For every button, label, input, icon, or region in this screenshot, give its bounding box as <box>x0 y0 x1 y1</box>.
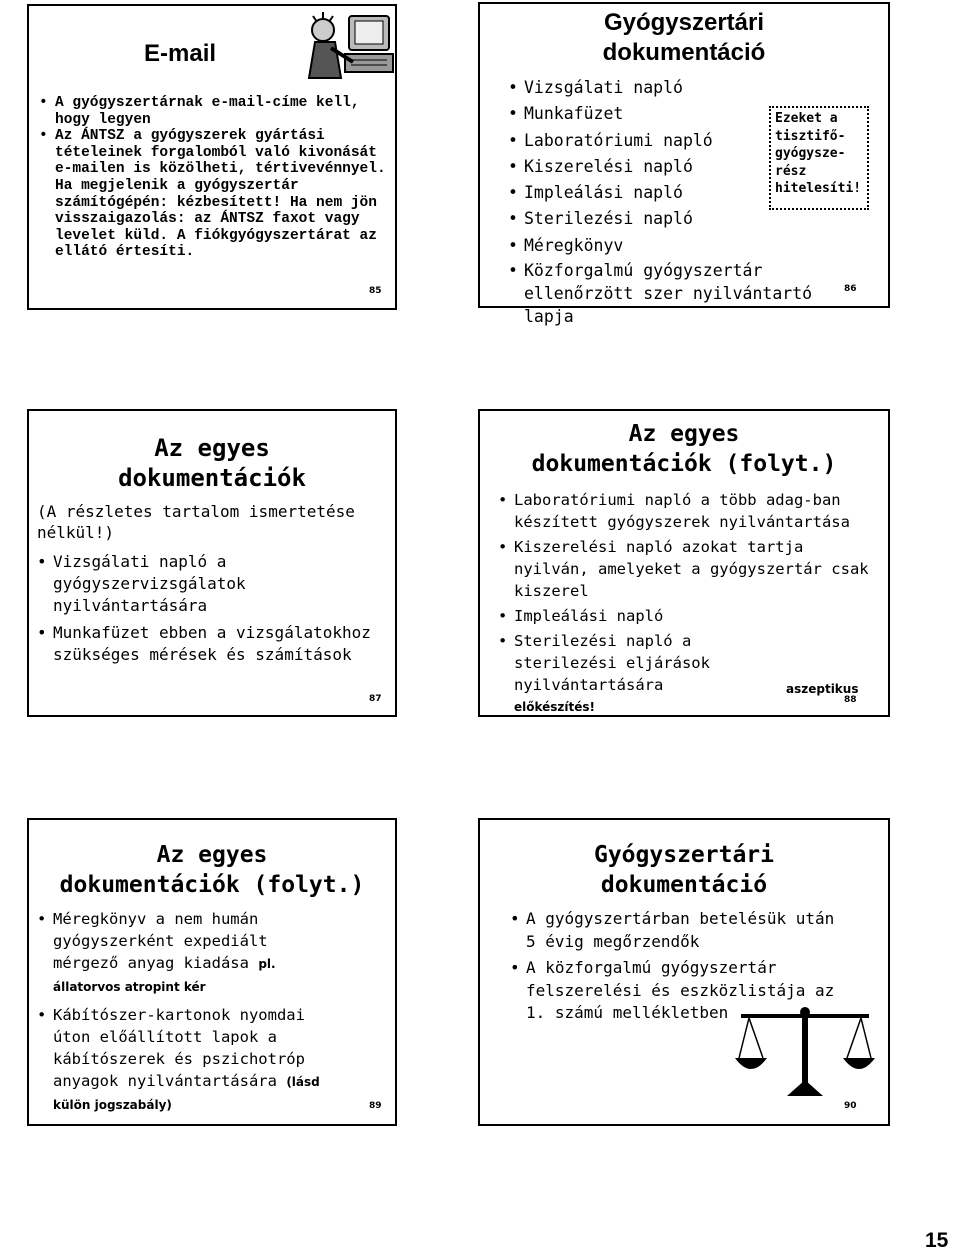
hitelesites-note <box>769 106 869 210</box>
list-item: • Impleálási napló <box>498 605 878 627</box>
list-item: • Közforgalmú gyógyszertár ellenőrzött szer nyilvántartó lapja <box>508 259 864 328</box>
slide-number: 86 <box>844 284 857 294</box>
note-line: gyógysze- <box>775 146 846 162</box>
title-line: dokumentációk <box>118 464 306 492</box>
slide-87-title <box>29 433 395 493</box>
scales-of-justice-icon <box>735 1000 875 1100</box>
list-item: • Sterilezési napló a sterilezési eljárások nyilvántartására <box>498 630 784 696</box>
frustrated-computer-user-illustration <box>301 8 397 88</box>
list-item: • Sterilezési napló <box>508 206 868 232</box>
slide-87 <box>27 409 397 717</box>
slide-86 <box>478 2 890 327</box>
slide-89-title <box>29 840 395 900</box>
list-item <box>37 908 337 998</box>
title-line: Az egyes <box>154 434 270 462</box>
title-line: Gyógyszertári <box>593 842 774 868</box>
slide-number: 87 <box>369 694 382 704</box>
note-line: rész <box>775 163 807 179</box>
slide-89-bullets <box>37 908 337 1116</box>
title-line: Gyógyszertári <box>603 9 765 36</box>
slide-87-bullets <box>37 551 382 666</box>
bullet-small-note: (lásd külön jogszabály) <box>53 1075 320 1112</box>
list-item: • Laboratóriumi napló a több adag-ban készített gyógyszerek nyilvántartása <box>498 489 878 533</box>
slide-87-intro: (A részletes tartalom ismertetése nélkül!) <box>37 502 355 542</box>
slide-number: 85 <box>369 286 382 296</box>
slide-86-title <box>480 8 888 68</box>
list-item: • Munkafüzet <box>508 101 868 127</box>
list-item: • Munkafüzet ebben a vizsgálatokhoz szükséges mérések és számítások <box>37 622 382 666</box>
list-item: • Kiszerelési napló azokat tartja nyilván, amelyeket a gyógyszertár csak kiszerel <box>498 536 878 602</box>
list-item: • Méregkönyv <box>508 233 868 259</box>
slide-90-title <box>480 840 888 900</box>
elokeszites-note: előkészítés! <box>514 700 596 714</box>
title-line: dokumentáció <box>602 39 766 66</box>
slide-number: 90 <box>844 1101 857 1111</box>
slide-89 <box>27 818 397 1126</box>
slide-85-bullets <box>39 95 389 261</box>
slide-88 <box>478 409 890 717</box>
title-line: dokumentációk (folyt.) <box>531 451 837 477</box>
list-item: • Kiszerelési napló <box>508 154 868 180</box>
title-line: dokumentáció <box>600 872 768 898</box>
bullet-small-note: pl. állatorvos atropint kér <box>53 957 276 994</box>
slide-88-title <box>480 419 888 479</box>
list-item <box>37 1004 337 1116</box>
list-item: • Az ÁNTSZ a gyógyszerek gyártási tételeinek forgalomból való kivonását e-mailen is közölheti, tértivevénnyel. Ha megjelenik a gyógyszertár számítógépén: kézbesített! Ha nem jön visszaigazolás: az ÁNTSZ faxot vagy levelet küld. A fiókgyógyszertárat az ellátó értesíti. <box>39 128 389 261</box>
aszeptikus-note: aszeptikus <box>786 682 859 696</box>
note-line: Ezeket a <box>775 111 838 126</box>
list-item: • A közforgalmú gyógyszertár felszerelési és eszközlistája az 1. számú mellékletben <box>510 957 845 1025</box>
slide-85-title: E-mail <box>144 40 217 67</box>
list-item: • A gyógyszertárnak e-mail-címe kell, hogy legyen <box>39 95 389 128</box>
list-item: • Vizsgálati napló a gyógyszervizsgálatok nyilvántartására <box>37 551 382 617</box>
title-line: dokumentációk (folyt.) <box>59 872 365 898</box>
note-line: tisztifő- <box>775 128 846 144</box>
bullet-main-text: Kábítószer-kartonok nyomdai úton előállított lapok a kábítószerek és pszichotróp anyagok nyilvántartására <box>53 1006 305 1090</box>
slide-90 <box>478 818 890 1126</box>
list-item: • Vizsgálati napló <box>508 75 868 101</box>
slide-number: 89 <box>369 1101 382 1111</box>
list-item: • Laboratóriumi napló <box>508 128 868 154</box>
note-line: hitelesíti! <box>775 181 862 197</box>
title-line: Az egyes <box>628 421 740 447</box>
slide-88-bullets <box>498 489 878 696</box>
bullet-main-text: Méregkönyv a nem humán gyógyszerként expediált mérgező anyag kiadása <box>53 910 268 972</box>
slide-85 <box>27 4 397 310</box>
title-line: Az egyes <box>156 842 268 868</box>
page-number: 15 <box>925 1229 949 1252</box>
list-item: • Impleálási napló <box>508 180 868 206</box>
list-item: • A gyógyszertárban betelésük után 5 évig megőrzendők <box>510 908 845 953</box>
slide-number: 88 <box>844 695 857 705</box>
